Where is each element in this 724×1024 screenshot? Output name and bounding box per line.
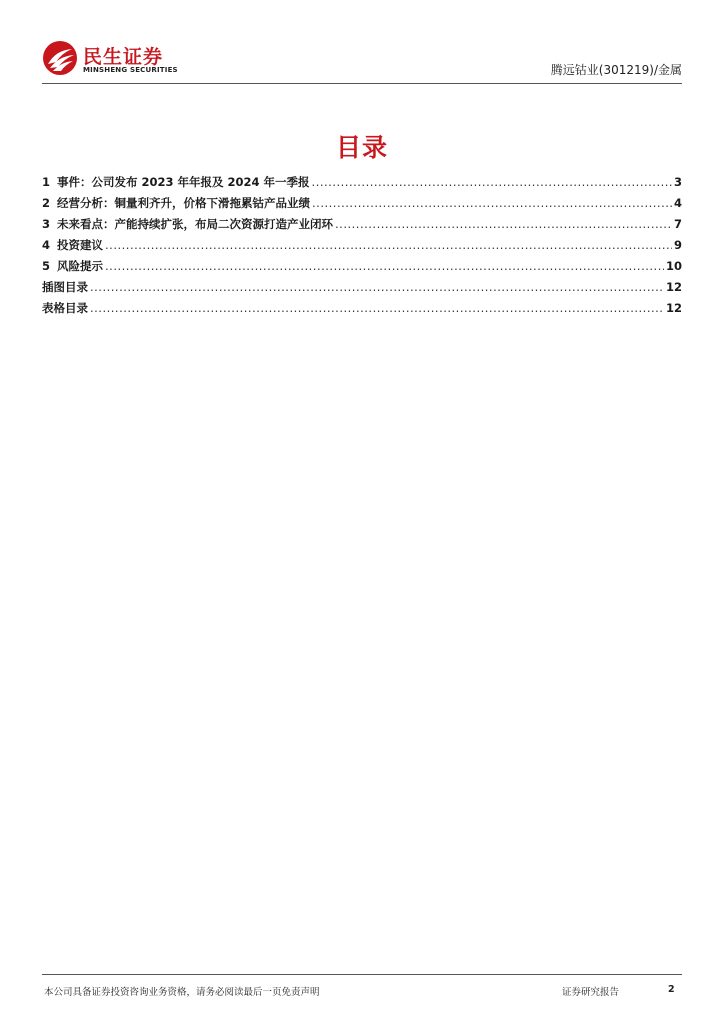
footer-report-type: 证券研究报告 [562, 987, 620, 998]
toc-entry-number: 3 [42, 217, 51, 231]
toc-entry-title: 风险提示 [57, 259, 104, 273]
page-header [42, 40, 682, 84]
toc-entry-1[interactable] [42, 174, 682, 195]
toc-entry-number: 1 [42, 175, 51, 189]
logo-chinese-name: 民生证券 [83, 46, 164, 68]
footer-disclaimer: 本公司具备证券投资咨询业务资格，请务必阅读最后一页免责声明 [44, 987, 320, 998]
toc-entry-page: 10 [665, 259, 682, 273]
toc-entry-page: 12 [665, 301, 682, 315]
toc-entry-title: 表格目录 [42, 301, 88, 315]
toc-entry-title: 经营分析：铜量利齐升，价格下滑拖累钴产品业绩 [57, 196, 311, 210]
footer-divider [42, 974, 682, 975]
company-logo [42, 40, 202, 80]
toc-dot-leader [90, 301, 664, 315]
toc-entry-number: 2 [42, 196, 51, 210]
toc-dot-leader [105, 259, 664, 273]
toc-entry-page: 9 [673, 238, 682, 252]
toc-entry-page: 3 [673, 175, 682, 189]
toc-dot-leader [312, 175, 672, 189]
toc-entry-title: 插图目录 [42, 280, 88, 294]
toc-entry-figures[interactable] [42, 279, 682, 300]
header-divider [42, 83, 682, 84]
toc-entry-page: 4 [673, 196, 682, 210]
toc-dot-leader [312, 196, 672, 210]
logo-english-name: MINSHENG SECURITIES [83, 66, 178, 74]
toc-entry-title: 事件：公司发布 2023 年年报及 2024 年一季报 [57, 175, 310, 189]
toc-dot-leader [335, 217, 672, 231]
company-ticker-label: 腾远钴业(301219)/金属 [550, 63, 682, 77]
minsheng-logo-icon [42, 40, 78, 76]
toc-entry-tables[interactable] [42, 300, 682, 321]
toc-entry-2[interactable] [42, 195, 682, 216]
toc-entry-title: 投资建议 [57, 238, 104, 252]
toc-entry-number: 5 [42, 259, 51, 273]
toc-title: 目录 [335, 133, 388, 162]
toc-entry-title: 未来看点：产能持续扩张，布局二次资源打造产业闭环 [57, 217, 334, 231]
table-of-contents [42, 174, 682, 321]
toc-entry-number: 4 [42, 238, 51, 252]
toc-dot-leader [105, 238, 672, 252]
toc-entry-page: 7 [673, 217, 682, 231]
toc-entry-page: 12 [665, 280, 682, 294]
toc-entry-4[interactable] [42, 237, 682, 258]
toc-dot-leader [90, 280, 664, 294]
toc-entry-5[interactable] [42, 258, 682, 279]
footer-page-number: 2 [668, 984, 675, 995]
toc-entry-3[interactable] [42, 216, 682, 237]
